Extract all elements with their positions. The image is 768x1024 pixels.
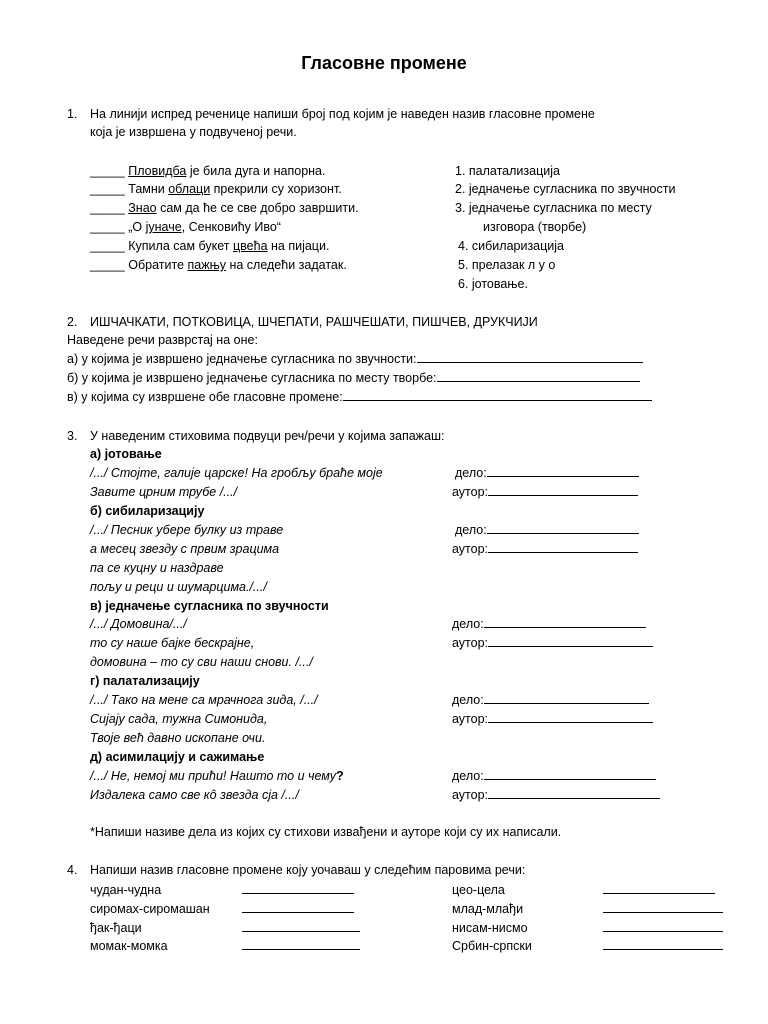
q4-left-answer-4[interactable] bbox=[242, 938, 360, 954]
verse-line: то су наше бајке бескрајне, bbox=[90, 636, 255, 650]
q1-option-3-cont: изговора (творбе) bbox=[483, 220, 587, 234]
sentence-text: сам да ће се све добро завршити. bbox=[156, 201, 359, 215]
autor-field bbox=[452, 787, 660, 803]
answer-blank[interactable]: _____ bbox=[90, 239, 125, 253]
q2-intro: Наведене речи разврстај на оне: bbox=[67, 333, 258, 347]
answer-line[interactable] bbox=[488, 635, 653, 647]
answer-line[interactable] bbox=[484, 768, 656, 780]
autor-label: аутор: bbox=[452, 485, 489, 499]
autor-label: аутор: bbox=[452, 542, 489, 556]
answer-blank[interactable]: _____ bbox=[90, 182, 125, 196]
page-title: Гласовне промене bbox=[301, 53, 467, 73]
q4-left-pair-1: чудан-чудна bbox=[90, 883, 162, 897]
autor-label: аутор: bbox=[452, 636, 489, 650]
verse-line: Сијају сада, тужна Симонида, bbox=[90, 712, 268, 726]
answer-line[interactable] bbox=[242, 920, 360, 932]
q2-v-label: в) у којима су извршене обе гласовне промене: bbox=[67, 390, 343, 404]
sentence-text: , Сенковићу Иво“ bbox=[181, 220, 281, 234]
delo-label: дело: bbox=[452, 693, 484, 707]
q4-right-pair-4: Србин-српски bbox=[452, 939, 532, 953]
q4-right-answer-2[interactable] bbox=[603, 901, 723, 917]
q1-sentence-5 bbox=[90, 238, 329, 254]
q4-left-answer-1[interactable] bbox=[242, 882, 354, 898]
delo-field bbox=[455, 522, 639, 538]
sentence-text: Тамни bbox=[128, 182, 169, 196]
q1-option-3: 3. једначење сугласника по месту bbox=[455, 201, 652, 215]
delo-label: дело: bbox=[455, 466, 487, 480]
verse-text: /.../ Не, немој ми прићи! Нашто то и чему bbox=[90, 769, 336, 783]
delo-label: дело: bbox=[452, 769, 484, 783]
q4-left-answer-2[interactable] bbox=[242, 901, 354, 917]
answer-blank[interactable]: _____ bbox=[90, 164, 125, 178]
q1-instruction-line2: која је извршена у подвученој речи. bbox=[90, 125, 297, 139]
q3-number: 3. bbox=[67, 429, 78, 443]
q2-a bbox=[67, 351, 643, 367]
q3-g-heading: г) палатализацију bbox=[90, 674, 200, 688]
q4-left-pair-3: ђак-ђаци bbox=[90, 921, 142, 935]
delo-label: дело: bbox=[452, 617, 484, 631]
q2-number: 2. bbox=[67, 315, 78, 329]
verse-line: Твоје већ давно ископане очи. bbox=[90, 731, 266, 745]
q1-sentence-2 bbox=[90, 181, 342, 197]
verse-line: пољу и реци и шумарцима./.../ bbox=[90, 580, 267, 594]
autor-field bbox=[452, 484, 638, 500]
q2-a-label: а) у којима је извршено једначење сугласника по звучности: bbox=[67, 352, 417, 366]
underlined-word: цвећа bbox=[233, 239, 268, 253]
sentence-text: Обратите bbox=[128, 258, 188, 272]
q3-a-heading: а) јотовање bbox=[90, 447, 162, 461]
q1-option-1: 1. палатализација bbox=[455, 164, 560, 178]
q1-sentence-1 bbox=[90, 163, 325, 179]
question-mark: ? bbox=[335, 769, 344, 783]
q1-number: 1. bbox=[67, 107, 78, 121]
q4-number: 4. bbox=[67, 863, 78, 877]
delo-field bbox=[455, 465, 639, 481]
verse-line: /.../ Стојте, галије царске! На гробљу браће моје bbox=[90, 466, 383, 480]
q1-option-4: 4. сибиларизација bbox=[458, 239, 565, 253]
sentence-text: прекрили су хоризонт. bbox=[210, 182, 342, 196]
answer-blank[interactable]: _____ bbox=[90, 220, 125, 234]
delo-label: дело: bbox=[455, 523, 487, 537]
answer-line[interactable] bbox=[242, 901, 354, 913]
answer-line[interactable] bbox=[343, 389, 652, 401]
q2-v bbox=[67, 389, 652, 405]
autor-field bbox=[452, 635, 653, 651]
q4-right-answer-1[interactable] bbox=[603, 882, 715, 898]
answer-line[interactable] bbox=[603, 901, 723, 913]
delo-field bbox=[452, 768, 656, 784]
q3-note: *Напиши називе дела из којих су стихови извађени и ауторе који су их написали. bbox=[90, 825, 562, 839]
q4-right-pair-3: нисам-нисмо bbox=[452, 921, 528, 935]
answer-line[interactable] bbox=[603, 882, 715, 894]
q2-b bbox=[67, 370, 640, 386]
sentence-text: на следећи задатак. bbox=[225, 258, 347, 272]
sentence-text: Купила сам букет bbox=[128, 239, 233, 253]
verse-line: па се куцну и наздраве bbox=[90, 561, 224, 575]
answer-line[interactable] bbox=[488, 711, 653, 723]
answer-line[interactable] bbox=[603, 920, 723, 932]
q3-intro: У наведеним стиховима подвуци реч/речи у којима запажаш: bbox=[90, 429, 445, 443]
q4-left-answer-3[interactable] bbox=[242, 920, 360, 936]
autor-field bbox=[452, 541, 638, 557]
q3-v-heading: в) једначење сугласника по звучности bbox=[90, 599, 329, 613]
underlined-word: Пловидба bbox=[128, 164, 187, 178]
autor-label: аутор: bbox=[452, 788, 489, 802]
q1-sentence-4 bbox=[90, 219, 281, 235]
answer-line[interactable] bbox=[603, 938, 723, 950]
answer-line[interactable] bbox=[242, 882, 354, 894]
q4-right-pair-2: млад-млађи bbox=[452, 902, 524, 916]
verse-line: домовина – то су сви наши снови. /.../ bbox=[90, 655, 313, 669]
q1-sentence-3 bbox=[90, 200, 359, 216]
verse-line: Издалека само све кô звезда сја /.../ bbox=[90, 788, 299, 802]
answer-blank[interactable]: _____ bbox=[90, 258, 125, 272]
q4-intro: Напиши назив гласовне промене коју уочаваш у следећим паровима речи: bbox=[90, 863, 526, 877]
q2-b-label: б) у којима је извршено једначење сугласника по месту творбе: bbox=[67, 371, 437, 385]
answer-blank[interactable]: _____ bbox=[90, 201, 125, 215]
verse-line bbox=[90, 768, 344, 784]
underlined-word: облаци bbox=[168, 182, 211, 196]
underlined-word: Знао bbox=[128, 201, 157, 215]
answer-line[interactable] bbox=[484, 692, 649, 704]
autor-field bbox=[452, 711, 653, 727]
answer-line[interactable] bbox=[417, 351, 643, 363]
answer-line[interactable] bbox=[487, 465, 639, 477]
answer-line[interactable] bbox=[242, 938, 360, 950]
q4-right-answer-4[interactable] bbox=[603, 938, 723, 954]
answer-line[interactable] bbox=[437, 370, 640, 382]
verse-line: /.../ Тако на мене са мрачнога зида, /.../ bbox=[90, 693, 318, 707]
q3-b-heading: б) сибиларизацију bbox=[90, 504, 205, 518]
sentence-text: „О bbox=[128, 220, 146, 234]
delo-field bbox=[452, 616, 646, 632]
answer-line[interactable] bbox=[484, 616, 646, 628]
q1-option-5: 5. прелазак л у о bbox=[458, 258, 556, 272]
autor-label: аутор: bbox=[452, 712, 489, 726]
answer-line[interactable] bbox=[488, 787, 660, 799]
q1-instruction-line1: На линији испред реченице напиши број под којим је наведен назив гласовне промене bbox=[90, 107, 595, 121]
q1-option-6: 6. јотовање. bbox=[458, 277, 528, 291]
q1-option-2: 2. једначење сугласника по звучности bbox=[455, 182, 676, 196]
delo-field bbox=[452, 692, 649, 708]
verse-line: /.../ Домовина/.../ bbox=[90, 617, 187, 631]
underlined-word: пажњу bbox=[187, 258, 226, 272]
answer-line[interactable] bbox=[488, 484, 638, 496]
q3-d-heading: д) асимилацију и сажимање bbox=[90, 750, 265, 764]
answer-line[interactable] bbox=[487, 522, 639, 534]
q4-left-pair-4: момак-момка bbox=[90, 939, 168, 953]
underlined-word: јуначе bbox=[145, 220, 182, 234]
answer-line[interactable] bbox=[488, 541, 638, 553]
sentence-text: је била дуга и напорна. bbox=[186, 164, 326, 178]
verse-line: /.../ Песник убере булку из траве bbox=[90, 523, 284, 537]
verse-line: Завите црним трубе /.../ bbox=[90, 485, 238, 499]
verse-line: а месец звезду с првим зрацима bbox=[90, 542, 280, 556]
q4-left-pair-2: сиромах-сиромашан bbox=[90, 902, 210, 916]
q2-words: ИШЧАЧКАТИ, ПОТКОВИЦА, ШЧЕПАТИ, РАШЧЕШАТИ, ПИШЧЕВ, ДРУКЧИЈИ bbox=[90, 315, 538, 329]
sentence-text: на пијаци. bbox=[267, 239, 330, 253]
q1-sentence-6 bbox=[90, 257, 347, 273]
q4-right-answer-3[interactable] bbox=[603, 920, 723, 936]
q4-right-pair-1: цео-цела bbox=[452, 883, 505, 897]
